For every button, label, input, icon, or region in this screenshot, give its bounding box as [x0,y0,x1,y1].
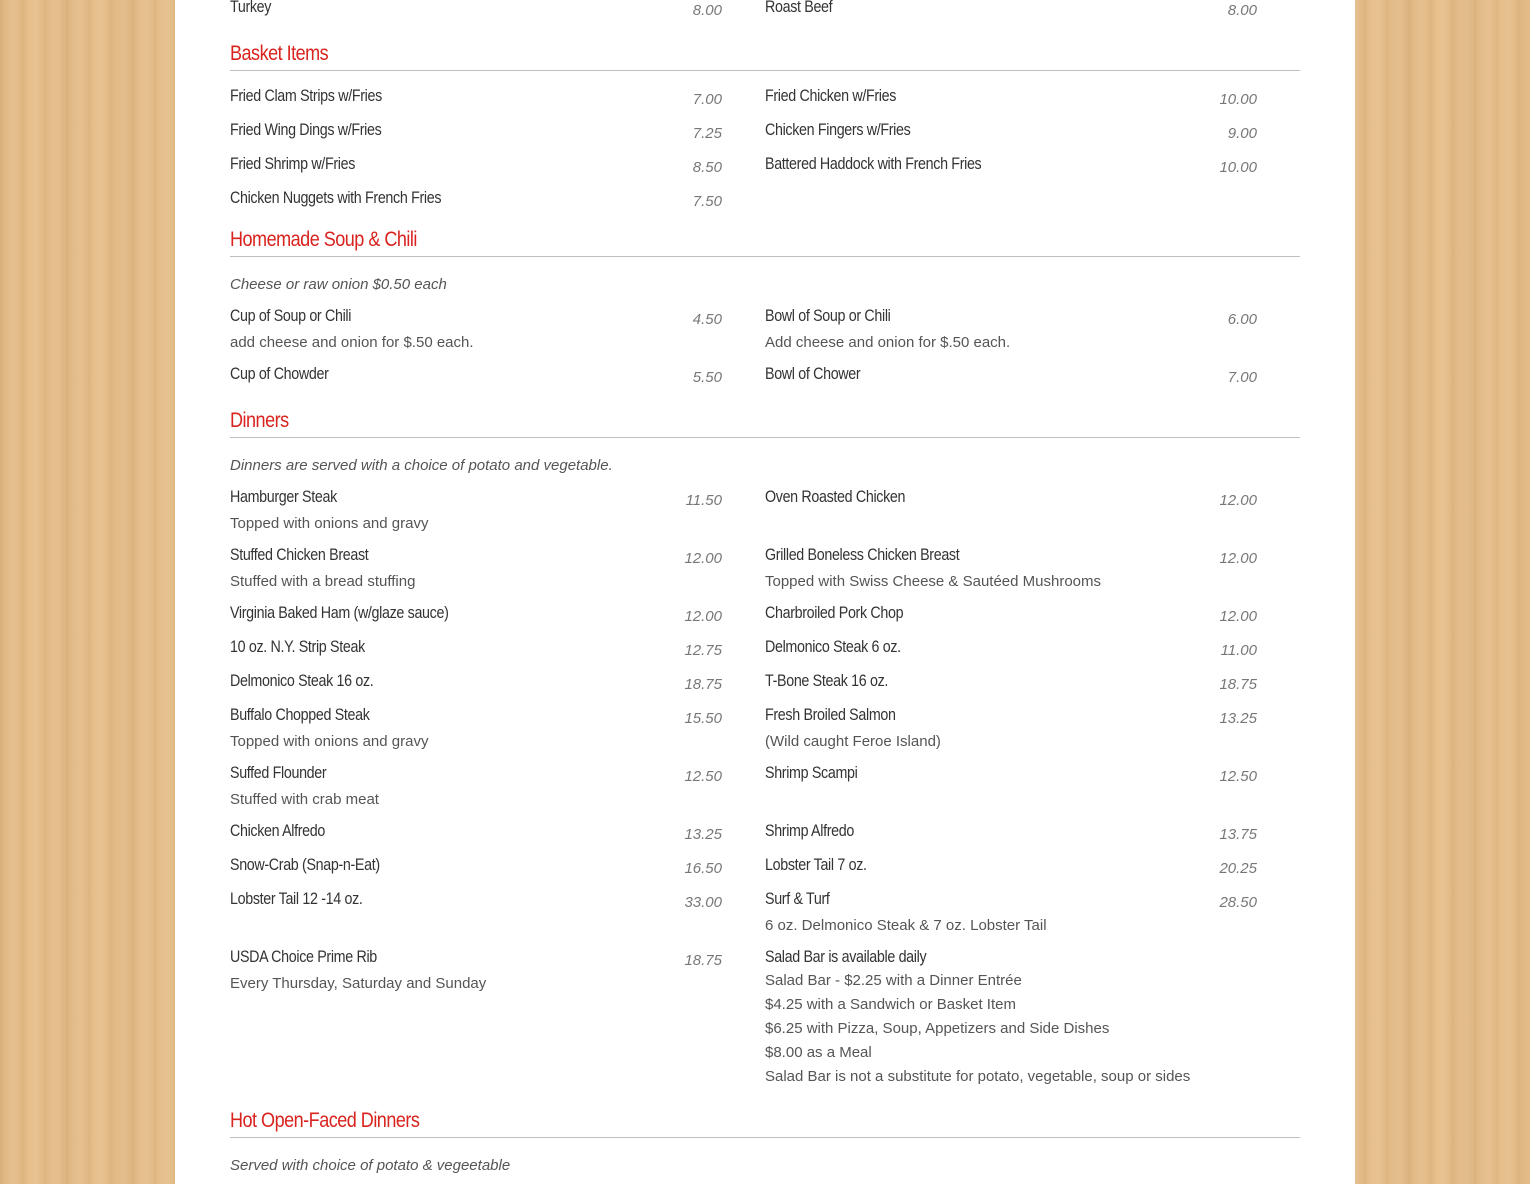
menu-item: Battered Haddock with French Fries [765,154,982,173]
menu-item: 10 oz. N.Y. Strip Steak [230,637,365,656]
menu-item-price: 12.00 [1219,492,1257,509]
menu-item: Grilled Boneless Chicken Breast [765,545,960,564]
menu-item: Fried Wing Dings w/Fries [230,120,382,139]
section-title-basket: Basket Items [230,42,329,65]
menu-item-price: 12.50 [684,768,722,785]
menu-item: T-Bone Steak 16 oz. [765,671,889,690]
menu-item: Bowl of Soup or Chili [765,306,891,325]
menu-item-price: 8.00 [1227,2,1257,19]
menu-item: Hamburger Steak [230,487,337,506]
menu-item-price: 11.00 [1220,642,1257,659]
menu-item-price: 7.25 [692,125,722,142]
menu-item-price: 12.50 [1219,768,1257,785]
menu-item: Delmonico Steak 6 oz. [765,637,901,656]
section-divider [230,70,1300,71]
section-note: Cheese or raw onion $0.50 each [230,276,447,293]
menu-page [175,0,1355,1184]
menu-item: Shrimp Scampi [765,763,858,782]
menu-item-price: 11.50 [685,492,722,509]
menu-item-turkey: Turkey [230,0,272,16]
menu-item-price: 20.25 [1219,860,1257,877]
menu-item-price: 8.00 [692,2,722,19]
salad-bar-title: Salad Bar is available daily [765,947,927,966]
menu-item-price: 12.00 [684,550,722,567]
menu-item: Fresh Broiled Salmon [765,705,896,724]
menu-item-price: 13.25 [1219,710,1257,727]
section-title-dinners: Dinners [230,409,289,432]
section-divider [230,437,1300,438]
menu-item: Virginia Baked Ham (w/glaze sauce) [230,603,449,622]
menu-item: Charbroiled Pork Chop [765,603,904,622]
menu-item: Snow-Crab (Snap-n-Eat) [230,855,380,874]
salad-bar-line: Salad Bar is not a substitute for potato, vegetable, soup or sides [765,1068,1191,1085]
menu-item-price: 12.00 [1219,608,1257,625]
section-title-soup: Homemade Soup & Chili [230,228,417,251]
menu-item-price: 12.75 [684,642,722,659]
menu-item-price: 18.75 [1219,676,1257,693]
menu-item: Chicken Nuggets with French Fries [230,188,442,207]
menu-item-price: 13.25 [684,826,722,843]
menu-item: Buffalo Chopped Steak [230,705,370,724]
menu-item: Fried Clam Strips w/Fries [230,86,382,105]
menu-item-price: 13.75 [1219,826,1257,843]
menu-item-price: 10.00 [1219,159,1257,176]
menu-item-description: Add cheese and onion for $.50 each. [765,334,1011,351]
menu-item: Bowl of Chower [765,364,861,383]
menu-item: Suffed Flounder [230,763,327,782]
menu-item-price: 6.00 [1227,311,1257,328]
menu-item: Cup of Chowder [230,364,329,383]
salad-bar-line: Salad Bar - $2.25 with a Dinner Entrée [765,972,1022,989]
menu-item-price: 12.00 [684,608,722,625]
section-note: Dinners are served with a choice of potato and vegetable. [230,457,613,474]
menu-item-price: 15.50 [684,710,722,727]
menu-item: USDA Choice Prime Rib [230,947,377,966]
menu-item: Fried Shrimp w/Fries [230,154,356,173]
section-divider [230,256,1300,257]
menu-item-description: 6 oz. Delmonico Steak & 7 oz. Lobster Tail [765,917,1047,934]
salad-bar-line: $8.00 as a Meal [765,1044,872,1061]
menu-item-price: 28.50 [1219,894,1257,911]
menu-item-price: 9.00 [1227,125,1257,142]
menu-item: Stuffed Chicken Breast [230,545,369,564]
menu-item-description: Topped with Swiss Cheese & Sautéed Mushrooms [765,573,1102,590]
menu-item-price: 7.00 [1227,369,1257,386]
menu-item-price: 8.50 [692,159,722,176]
menu-item: Cup of Soup or Chili [230,306,352,325]
menu-item-price: 18.75 [684,676,722,693]
menu-item-price: 10.00 [1219,91,1257,108]
menu-item: Lobster Tail 7 oz. [765,855,867,874]
menu-item-description: (Wild caught Feroe Island) [765,733,941,750]
menu-item-description: Topped with onions and gravy [230,733,429,750]
menu-item-price: 12.00 [1219,550,1257,567]
menu-item-price: 7.50 [692,193,722,210]
menu-item-roast-beef: Roast Beef [765,0,833,16]
menu-item-description: Every Thursday, Saturday and Sunday [230,975,487,992]
section-title-open-faced: Hot Open-Faced Dinners [230,1109,420,1132]
menu-item-description: Stuffed with crab meat [230,791,379,808]
menu-item-price: 18.75 [684,952,722,969]
menu-item: Fried Chicken w/Fries [765,86,897,105]
menu-item-description: add cheese and onion for $.50 each. [230,334,474,351]
menu-item: Oven Roasted Chicken [765,487,906,506]
menu-item: Delmonico Steak 16 oz. [230,671,374,690]
salad-bar-line: $4.25 with a Sandwich or Basket Item [765,996,1016,1013]
menu-item-description: Stuffed with a bread stuffing [230,573,416,590]
salad-bar-line: $6.25 with Pizza, Soup, Appetizers and Side Dishes [765,1020,1110,1037]
menu-item-price: 5.50 [692,369,722,386]
menu-item: Shrimp Alfredo [765,821,854,840]
menu-item: Chicken Fingers w/Fries [765,120,911,139]
section-note: Served with choice of potato & vegeetable [230,1157,511,1174]
section-divider [230,1137,1300,1138]
menu-item-price: 4.50 [692,311,722,328]
menu-item: Surf & Turf [765,889,830,908]
menu-item-description: Topped with onions and gravy [230,515,429,532]
menu-item: Chicken Alfredo [230,821,325,840]
menu-item-price: 33.00 [684,894,722,911]
menu-item-price: 7.00 [692,91,722,108]
menu-item: Lobster Tail 12 -14 oz. [230,889,363,908]
menu-item-price: 16.50 [684,860,722,877]
